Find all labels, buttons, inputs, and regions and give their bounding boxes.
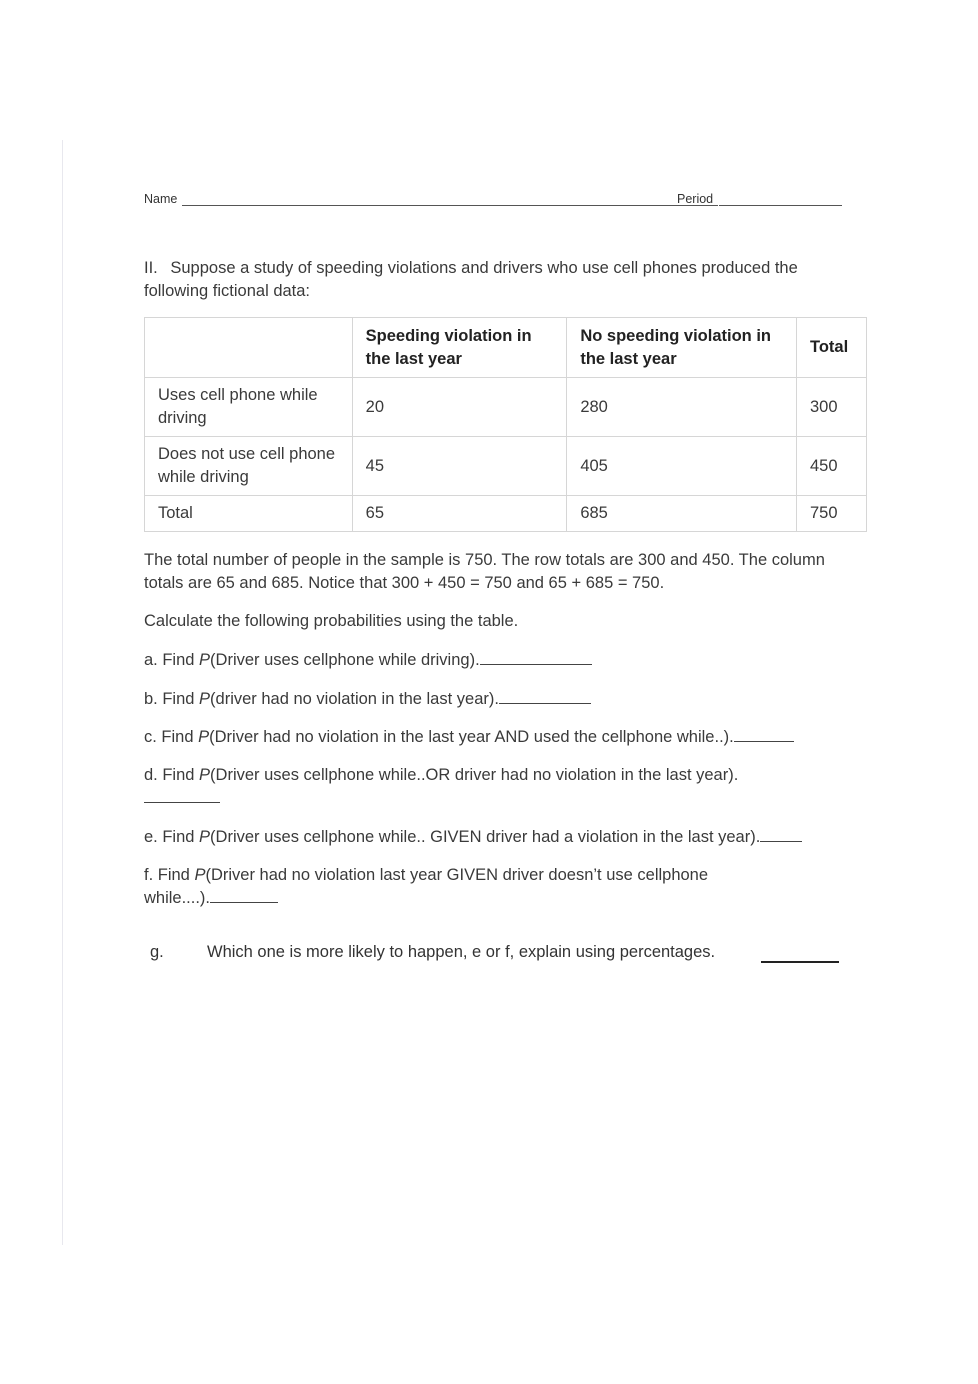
table-row [145, 437, 867, 496]
question-prefix: c. Find [144, 728, 199, 746]
question-c [144, 726, 864, 749]
probability-symbol: P [194, 866, 206, 884]
table-cell: 20 [352, 378, 567, 437]
question-text: (Driver uses cellphone while driving). [210, 651, 480, 669]
table-header-cell: Total [796, 318, 866, 378]
intro-paragraph [144, 257, 844, 303]
question-text: (driver had no violation in the last year). [210, 690, 499, 708]
question-prefix: b. Find [144, 690, 200, 708]
section-number: II. [144, 259, 158, 277]
table-cell: 300 [796, 378, 866, 437]
table-row [145, 378, 867, 437]
answer-blank[interactable] [144, 788, 220, 803]
two-way-table [144, 317, 867, 532]
table-cell: 750 [796, 496, 866, 532]
answer-blank[interactable] [480, 650, 592, 665]
name-period-header [144, 192, 844, 210]
table-header-cell: No speeding violation in the last year [567, 318, 797, 378]
table-cell: 65 [352, 496, 567, 532]
probability-symbol: P [198, 728, 210, 746]
question-d [144, 764, 754, 810]
table-header-row [145, 318, 867, 378]
table-cell: 450 [796, 437, 866, 496]
name-blank[interactable] [182, 205, 718, 206]
question-e [144, 826, 864, 849]
question-prefix: d. Find [144, 766, 200, 784]
probability-symbol: P [199, 828, 211, 846]
question-text: Which one is more likely to happen, e or f, explain using percentages. [207, 943, 716, 961]
probability-symbol: P [199, 690, 211, 708]
answer-blank[interactable] [210, 888, 278, 903]
row-label: Uses cell phone while driving [145, 378, 353, 437]
table-cell: 280 [567, 378, 797, 437]
question-prefix: e. Find [144, 828, 200, 846]
question-text: (Driver uses cellphone while..OR driver had no violation in the last year). [210, 766, 739, 784]
table-cell: 685 [567, 496, 797, 532]
question-f [144, 864, 769, 910]
page-margin-line [62, 140, 63, 1245]
probability-symbol: P [199, 651, 211, 669]
instruction-text: Calculate the following probabilities using the table. [144, 612, 519, 630]
question-prefix: a. Find [144, 651, 200, 669]
answer-blank[interactable] [761, 961, 839, 963]
table-header-cell: Speeding violation in the last year [352, 318, 567, 378]
period-blank[interactable] [719, 205, 842, 206]
table-cell: 405 [567, 437, 797, 496]
question-text: (Driver had no violation last year GIVEN driver doesn’t use cellphone while....). [144, 866, 709, 907]
answer-blank[interactable] [499, 689, 591, 704]
probability-symbol: P [199, 766, 211, 784]
summary-paragraph: The total number of people in the sample is 750. The row totals are 300 and 450. The column totals are 65 and 685. Notice that 300 + 450 = 750 and 65 + 685 = 750. [144, 551, 825, 592]
period-label: Period [677, 192, 714, 206]
row-label: Does not use cell phone while driving [145, 437, 353, 496]
name-label: Name [144, 192, 178, 206]
answer-blank[interactable] [734, 727, 794, 742]
question-text: (Driver had no violation in the last year AND used the cellphone while..). [209, 728, 734, 746]
table-cell: 45 [352, 437, 567, 496]
question-letter: g. [150, 943, 164, 961]
question-text: (Driver uses cellphone while.. GIVEN driver had a violation in the last year). [210, 828, 761, 846]
question-b [144, 688, 844, 711]
answer-blank[interactable] [760, 827, 802, 842]
table-row [145, 496, 867, 532]
question-a [144, 649, 844, 672]
intro-text: Suppose a study of speeding violations and drivers who use cell phones produced the following fictional data: [144, 259, 798, 300]
question-prefix: f. Find [144, 866, 195, 884]
row-label: Total [145, 496, 353, 532]
table-header-cell [145, 318, 353, 378]
